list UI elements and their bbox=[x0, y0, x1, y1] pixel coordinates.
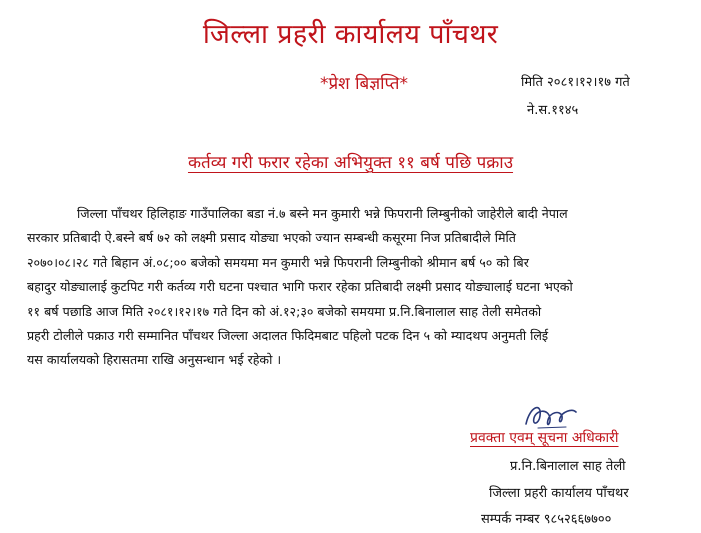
reference-number: ने.स.११४५ bbox=[527, 103, 579, 118]
headline bbox=[0, 150, 701, 173]
contact-number: सम्पर्क नम्बर ९८५२६६७७०० bbox=[481, 512, 612, 527]
body-line: २०७०।०८।२८ गते बिहान अं.०८;०० बजेको समयमा मन कुमारी भन्ने फिपरानी लिम्बुनीको श्रीमान बर्ष ५० को बिर bbox=[27, 254, 529, 270]
body-line: बहादुर योङ्यालाई कुटपिट गरी कर्तव्य गरी घटना पश्चात भागि फरार रहेका प्रतिबादी लक्ष्मी प्रसाद योङ्यालाई घटना भएको bbox=[27, 279, 573, 295]
body-paragraph bbox=[27, 202, 669, 373]
signatory-name: प्र.नि.बिनालाल साह तेली bbox=[510, 459, 626, 474]
headline-text: कर्तव्य गरी फरार रहेका अभियुक्त ११ बर्ष पछि पक्राउ bbox=[187, 153, 514, 173]
press-release-label: *प्रेश बिज्ञप्ति* bbox=[320, 74, 408, 94]
signatory-office: जिल्ला प्रहरी कार्यालय पाँचथर bbox=[489, 486, 629, 501]
body-line: जिल्ला पाँचथर हिलिहाङ गाउँपालिका बडा नं.७ बस्ने मन कुमारी भन्ने फिपरानी लिम्बुनीको जाहेरीले बादी नेपाल bbox=[77, 206, 568, 221]
signatory-title: प्रवक्ता एवम् सूचना अधिकारी bbox=[470, 430, 619, 446]
body-line: यस कार्यालयको हिरासतमा राखि अनुसन्धान भई रहेको । bbox=[27, 352, 282, 368]
release-date: मिति २०८१।१२।१७ गते bbox=[521, 75, 630, 90]
body-line: प्रहरी टोलीले पक्राउ गरी सम्मानित पाँचथर जिल्ला अदालत फिदिमबाट पहिलो पटक दिन ५ को म्यादथप अनुमती लिई bbox=[27, 328, 549, 344]
body-line: ११ बर्ष पछाडि आज मिति २०८१।१२।१७ गते दिन को अं.१२;३० बजेको समयमा प्र.नि.बिनालाल साह तेली समेतको bbox=[27, 303, 542, 319]
body-line: सरकार प्रतिबादी ऐ.बस्ने बर्ष ७२ को लक्ष्मी प्रसाद योङ्या भएको ज्यान सम्बन्धी कसूरमा निज प्रतिबादीले मिति bbox=[27, 230, 516, 246]
office-title: जिल्ला प्रहरी कार्यालय पाँचथर bbox=[202, 19, 499, 50]
